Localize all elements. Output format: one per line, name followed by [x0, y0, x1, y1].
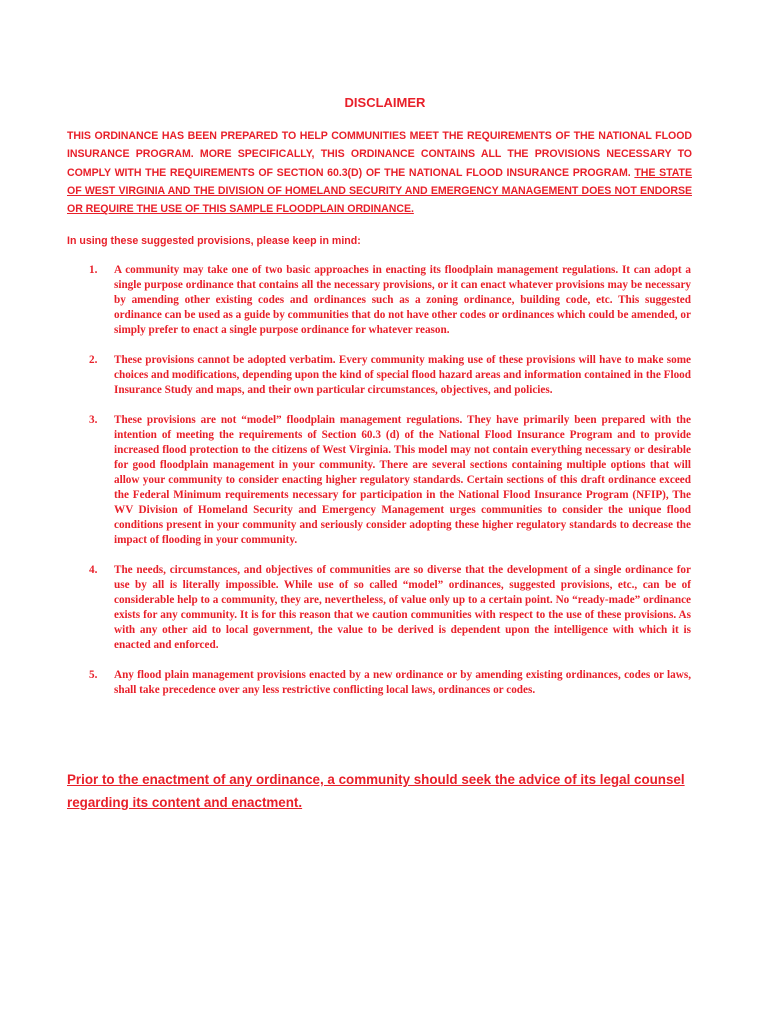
list-item-number: 2. — [89, 354, 98, 366]
list-item-text: These provisions cannot be adopted verbatim. Every community making use of these provisions will have to make some choices and modifications, depending upon the kind of special flood hazard areas and information contained in the Flood Insurance Study and maps, and their own particular circumstances, objectives, and policies. — [114, 354, 691, 396]
list-item-number: 4. — [89, 564, 98, 576]
list-item-text: A community may take one of two basic approaches in enacting its floodplain management regulations. It can adopt a single purpose ordinance that contains all the necessary provisions, or it can enact whatever provisions may be necessary by amending other existing codes and ordinances such as a zoning ordinance, building code, etc. This suggested ordinance can be used as a guide by communities that do not have other codes or ordinances which could be amended, or simply prefer to enact a single purpose ordinance for whatever reason. — [114, 264, 691, 336]
list-item-number: 1. — [89, 264, 98, 276]
intro-text: THIS ORDINANCE HAS BEEN PREPARED TO HELP COMMUNITIES MEET THE REQUIREMENTS OF THE NATIONAL FLOOD INSURANCE PROGRAM. MORE SPECIFICALLY, THIS ORDINANCE CONTAINS ALL THE PROVISIONS NECESSARY TO COMPLY WITH THE REQUIREMENTS OF SECTION 60.3(D) OF THE NATIONAL FLOOD INSURANCE PROGRAM. — [67, 130, 692, 179]
list-item — [0, 263, 770, 338]
intro-paragraph — [67, 127, 692, 218]
list-item-text: These provisions are not “model” floodplain management regulations. They have primarily been prepared with the intention of meeting the requirements of Section 60.3 (d) of the National Flood Insurance Program and to provide increased flood protection to the citizens of West Virginia. This model may not contain everything necessary or desirable for good floodplain management in your community. There are several sections containing multiple options that will allow your community to consider enacting higher regulatory standards. Certain sections of this draft ordinance exceed the Federal Minimum requirements necessary for participation in the National Flood Insurance Program (NFIP), The WV Division of Homeland Security and Emergency Management urges communities to consider the unique flood conditions present in your community and seriously consider adopting these higher regulatory standards to decrease the impact of flooding in your community. — [114, 414, 691, 546]
list-item-text: The needs, circumstances, and objectives of communities are so diverse that the development of a single ordinance for use by all is literally impossible. While use of so called “model” ordinances, suggested provisions, etc., can be of considerable help to a community, they are, nevertheless, of value only up to a certain point. No “ready-made” ordinance exists for any community. It is for this reason that we caution communities with respect to the use of these provisions. As with any other aid to local government, the value to be derived is dependent upon the intelligence with which it is enacted and enforced. — [114, 564, 691, 651]
page-title: DISCLAIMER — [344, 95, 426, 110]
list-item — [0, 353, 770, 398]
provisions-list — [0, 263, 770, 713]
list-item-number: 3. — [89, 414, 98, 426]
list-item-text: Any flood plain management provisions enacted by a new ordinance or by amending existing ordinances, codes or laws, shall take precedence over any less restrictive conflicting local laws, ordinances or codes. — [114, 669, 691, 696]
keep-in-mind-heading: In using these suggested provisions, please keep in mind: — [67, 235, 361, 247]
list-item — [0, 563, 770, 653]
closing-statement: Prior to the enactment of any ordinance, a community should seek the advice of its legal counsel regarding its content and enactment. — [67, 772, 685, 810]
list-item — [0, 413, 770, 548]
list-item — [0, 668, 770, 698]
intro-underlined-text: THE STATE OF WEST VIRGINIA AND THE DIVISION OF HOMELAND SECURITY AND EMERGENCY MANAGEMENT DOES NOT ENDORSE OR REQUIRE THE USE OF THIS SAMPLE FLOODPLAIN ORDINANCE. — [67, 166, 692, 216]
list-item-number: 5. — [89, 669, 98, 681]
